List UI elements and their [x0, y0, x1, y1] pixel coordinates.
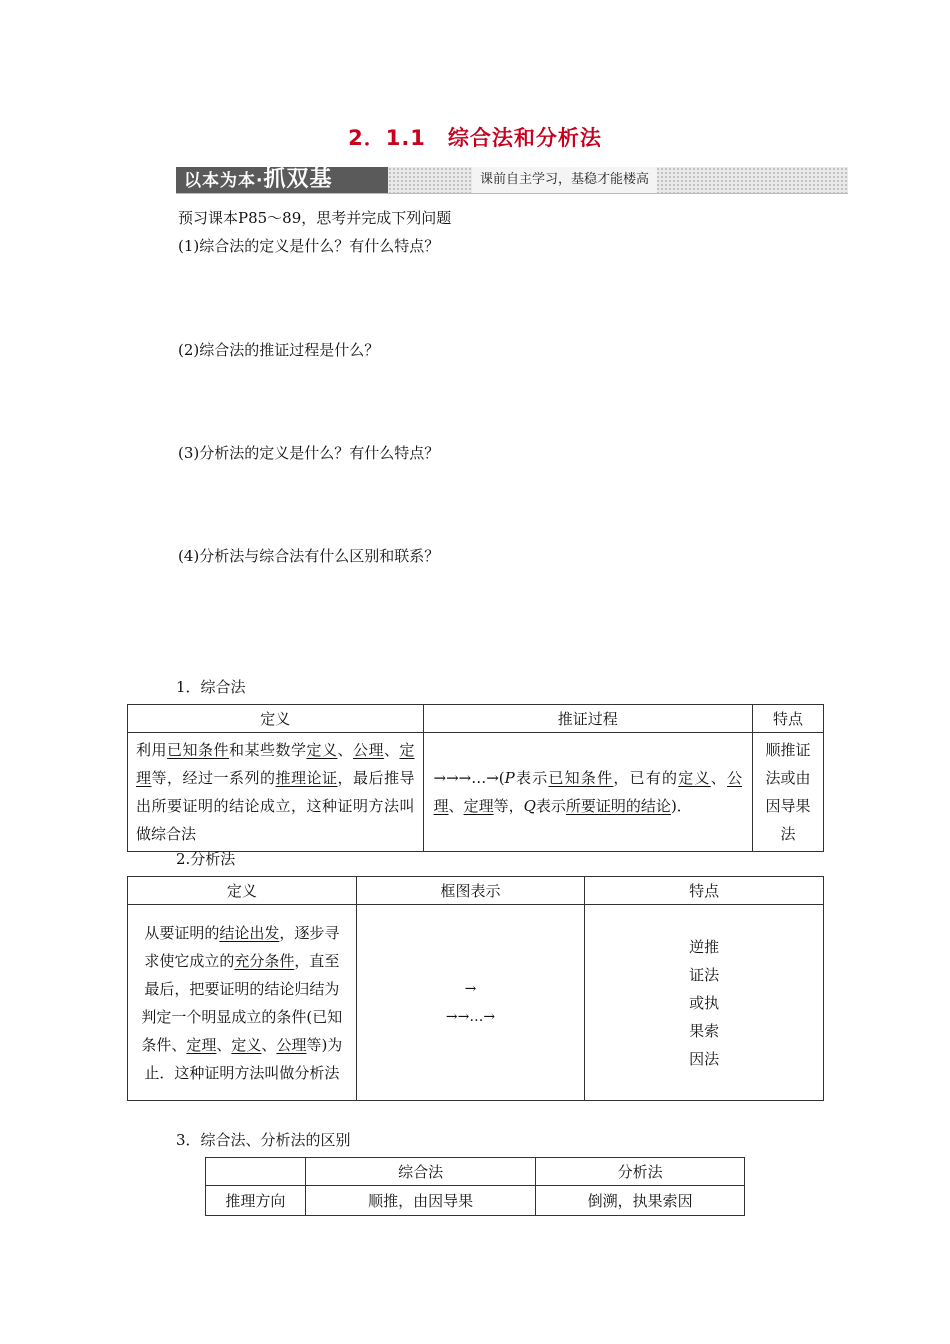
- synthetic-method-table: [127, 704, 824, 852]
- table1-feature-cell: 顺推证法或由因导果法: [753, 733, 824, 852]
- question-3: (3)分析法的定义是什么？有什么特点？: [178, 444, 440, 462]
- table2-header-feature: 特点: [585, 877, 824, 905]
- banner-tag: [176, 167, 388, 193]
- table3-header-synthetic: 综合法: [305, 1158, 536, 1186]
- section2-heading: 2.分析法: [176, 850, 236, 868]
- diagram-arrow-chain: →→…→: [445, 1008, 496, 1025]
- question-4: (4)分析法与综合法有什么区别和联系？: [178, 547, 440, 565]
- question-1: (1)综合法的定义是什么？有什么特点？: [178, 237, 440, 255]
- section-banner: [176, 167, 848, 194]
- table3-row-synthetic: 顺推，由因导果: [305, 1186, 536, 1216]
- page-title: 2．1.1 综合法和分析法: [348, 126, 602, 150]
- section3-heading: 3．综合法、分析法的区别: [176, 1131, 351, 1149]
- table1-header-definition: 定义: [128, 705, 424, 733]
- banner-tag-prefix: 以本为本·: [184, 171, 264, 191]
- comparison-table: [205, 1157, 745, 1216]
- table1-process-cell: →→→…→(P表示已知条件，已有的定义、公理、定理等，Q表示所要证明的结论)．: [423, 733, 753, 852]
- section1-heading: 1．综合法: [176, 678, 246, 696]
- table3-row-analytic: 倒溯，执果索因: [536, 1186, 745, 1216]
- diagram-arrow-top: →: [464, 980, 477, 997]
- table2-feature-cell: 逆推 证法 或执 果索 因法: [585, 905, 824, 1101]
- table2-diagram-cell: [356, 905, 585, 1101]
- intro-text: 预习课本P85～89，思考并完成下列问题: [178, 209, 452, 227]
- table1-definition-cell: 利用已知条件和某些数学定义、公理、定理等，经过一系列的推理论证，最后推导出所要证明的结论成立，这种证明方法叫做综合法: [128, 733, 424, 852]
- banner-tag-bold: 抓双基: [263, 167, 333, 192]
- table1-header-process: 推证过程: [423, 705, 753, 733]
- table1-header-feature: 特点: [753, 705, 824, 733]
- table3-header-analytic: 分析法: [536, 1158, 745, 1186]
- table3-header-empty: [206, 1158, 306, 1186]
- table2-header-diagram: 框图表示: [356, 877, 585, 905]
- question-2: (2)综合法的推证过程是什么？: [178, 341, 380, 359]
- banner-subtitle: 课前自主学习，基稳才能楼高: [472, 167, 657, 193]
- table3-row-label: 推理方向: [206, 1186, 306, 1216]
- table2-definition-cell: 从要证明的结论出发，逐步寻求使它成立的充分条件，直至最后，把要证明的结论归结为判定一个明显成立的条件(已知条件、定理、定义、公理等)为止．这种证明方法叫做分析法: [128, 905, 357, 1101]
- table2-header-definition: 定义: [128, 877, 357, 905]
- analytic-method-table: [127, 876, 824, 1101]
